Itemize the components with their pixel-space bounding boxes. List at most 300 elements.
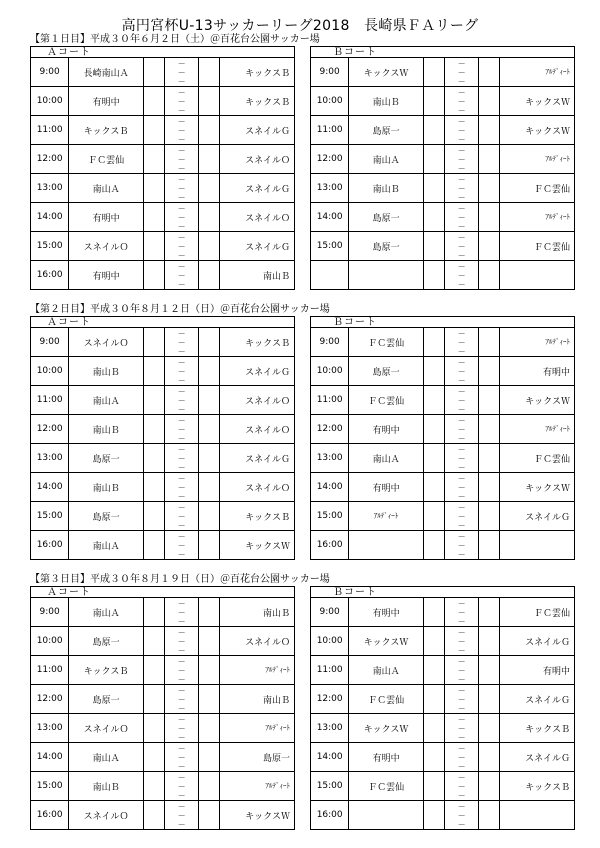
score-dash: － bbox=[177, 212, 186, 222]
score-dash: － bbox=[457, 703, 466, 713]
away-team: ｱﾙﾃﾞｨｰﾄ bbox=[500, 415, 575, 444]
away-score bbox=[479, 743, 500, 772]
score-separator bbox=[165, 502, 199, 531]
score-dash: － bbox=[177, 174, 186, 184]
home-team: 有明中 bbox=[349, 743, 424, 772]
home-team: 南山Ａ bbox=[69, 386, 144, 415]
home-team: スネイルＯ bbox=[69, 328, 144, 357]
score-separator bbox=[445, 174, 479, 203]
court-b-schedule bbox=[310, 316, 575, 576]
score-dash: － bbox=[177, 772, 186, 782]
score-separator bbox=[165, 627, 199, 656]
score-dash: － bbox=[457, 752, 466, 762]
away-team: ｱﾙﾃﾞｨｰﾄ bbox=[500, 203, 575, 232]
score-dash: － bbox=[177, 627, 186, 637]
score-separator bbox=[445, 87, 479, 116]
home-team: 有明中 bbox=[349, 473, 424, 502]
away-score bbox=[479, 203, 500, 232]
away-team: スネイルＧ bbox=[220, 232, 295, 261]
home-team: スネイルＯ bbox=[69, 714, 144, 743]
match-row bbox=[311, 232, 575, 261]
home-score bbox=[143, 415, 164, 444]
home-score bbox=[423, 58, 444, 87]
score-dash: － bbox=[457, 134, 466, 144]
score-separator bbox=[165, 328, 199, 357]
home-team: 有明中 bbox=[349, 415, 424, 444]
score-separator bbox=[445, 656, 479, 685]
away-team: 南山Ｂ bbox=[220, 685, 295, 714]
score-dash: － bbox=[457, 203, 466, 213]
home-score bbox=[143, 357, 164, 386]
match-row bbox=[311, 801, 575, 830]
score-dash: － bbox=[177, 665, 186, 675]
away-score bbox=[199, 598, 220, 627]
home-score bbox=[143, 203, 164, 232]
away-team: スネイルＧ bbox=[220, 116, 295, 145]
away-score bbox=[199, 145, 220, 174]
score-dash: － bbox=[457, 116, 466, 126]
matchday-block bbox=[30, 573, 575, 846]
matchday-block bbox=[30, 33, 575, 306]
score-dash: － bbox=[457, 386, 466, 396]
score-dash: － bbox=[457, 357, 466, 367]
home-score bbox=[423, 87, 444, 116]
score-dash: － bbox=[457, 598, 466, 608]
away-score bbox=[199, 801, 220, 830]
away-score bbox=[479, 444, 500, 473]
score-dash: － bbox=[457, 732, 466, 742]
away-score bbox=[199, 444, 220, 473]
score-separator bbox=[445, 386, 479, 415]
away-team: キックスＢ bbox=[220, 502, 295, 531]
match-row bbox=[311, 627, 575, 656]
score-dash: － bbox=[457, 261, 466, 271]
score-dash: － bbox=[177, 337, 186, 347]
home-team: キックスＢ bbox=[69, 656, 144, 685]
home-score bbox=[143, 174, 164, 203]
match-row bbox=[311, 357, 575, 386]
home-team: 長崎南山Ａ bbox=[69, 58, 144, 87]
score-dash: － bbox=[177, 656, 186, 666]
away-team: スネイルＧ bbox=[220, 357, 295, 386]
away-team: 有明中 bbox=[500, 357, 575, 386]
score-dash: － bbox=[457, 404, 466, 414]
score-dash: － bbox=[177, 810, 186, 820]
score-dash: － bbox=[177, 232, 186, 242]
away-score bbox=[479, 627, 500, 656]
score-dash: － bbox=[177, 375, 186, 385]
match-row bbox=[311, 685, 575, 714]
score-dash: － bbox=[457, 125, 466, 135]
home-score bbox=[423, 801, 444, 830]
score-separator bbox=[165, 531, 199, 560]
score-dash: － bbox=[457, 616, 466, 626]
score-dash: － bbox=[177, 163, 186, 173]
home-team: 南山Ａ bbox=[349, 444, 424, 473]
away-score bbox=[479, 772, 500, 801]
home-score bbox=[423, 444, 444, 473]
home-team: キックスＷ bbox=[349, 714, 424, 743]
score-dash: － bbox=[177, 511, 186, 521]
match-row bbox=[31, 627, 295, 656]
match-table bbox=[30, 57, 295, 290]
away-team: スネイルＯ bbox=[220, 415, 295, 444]
kickoff-time: 10:00 bbox=[311, 627, 349, 656]
away-score bbox=[199, 685, 220, 714]
courts bbox=[30, 316, 575, 576]
score-dash: － bbox=[457, 270, 466, 280]
score-dash: － bbox=[457, 723, 466, 733]
kickoff-time: 9:00 bbox=[31, 328, 69, 357]
away-team: ＦＣ雲仙 bbox=[500, 232, 575, 261]
kickoff-time: 11:00 bbox=[31, 386, 69, 415]
home-team: 南山Ｂ bbox=[349, 174, 424, 203]
home-team bbox=[349, 531, 424, 560]
home-score bbox=[143, 772, 164, 801]
home-team: 島原一 bbox=[69, 685, 144, 714]
kickoff-time: 13:00 bbox=[311, 444, 349, 473]
home-score bbox=[143, 743, 164, 772]
match-row bbox=[311, 714, 575, 743]
away-team: スネイルＯ bbox=[220, 145, 295, 174]
home-score bbox=[143, 261, 164, 290]
score-dash: － bbox=[457, 627, 466, 637]
kickoff-time: 11:00 bbox=[311, 116, 349, 145]
home-team: 南山Ａ bbox=[349, 145, 424, 174]
score-dash: － bbox=[177, 105, 186, 115]
score-dash: － bbox=[457, 540, 466, 550]
match-row bbox=[31, 116, 295, 145]
home-team: 南山Ａ bbox=[349, 656, 424, 685]
home-team: 南山Ｂ bbox=[349, 87, 424, 116]
score-dash: － bbox=[177, 645, 186, 655]
match-row bbox=[31, 203, 295, 232]
away-team: スネイルＧ bbox=[500, 502, 575, 531]
match-table bbox=[310, 57, 575, 290]
match-table bbox=[310, 597, 575, 830]
home-score bbox=[143, 444, 164, 473]
home-team: 島原一 bbox=[69, 444, 144, 473]
home-score bbox=[423, 116, 444, 145]
away-team: ｱﾙﾃﾞｨｰﾄ bbox=[500, 145, 575, 174]
away-score bbox=[479, 58, 500, 87]
away-score bbox=[199, 328, 220, 357]
score-dash: － bbox=[457, 415, 466, 425]
away-team: キックスＷ bbox=[500, 87, 575, 116]
score-separator bbox=[165, 772, 199, 801]
score-dash: － bbox=[177, 714, 186, 724]
match-row bbox=[311, 203, 575, 232]
score-dash: － bbox=[177, 453, 186, 463]
score-dash: － bbox=[177, 192, 186, 202]
score-dash: － bbox=[457, 192, 466, 202]
match-row bbox=[311, 328, 575, 357]
score-separator bbox=[165, 714, 199, 743]
score-dash: － bbox=[177, 819, 186, 829]
match-row bbox=[311, 743, 575, 772]
score-dash: － bbox=[457, 424, 466, 434]
score-dash: － bbox=[177, 801, 186, 811]
away-team: キックスＷ bbox=[500, 473, 575, 502]
score-dash: － bbox=[457, 694, 466, 704]
court-a-schedule bbox=[30, 586, 295, 846]
score-dash: － bbox=[177, 462, 186, 472]
match-row bbox=[31, 473, 295, 502]
score-dash: － bbox=[457, 375, 466, 385]
score-dash: － bbox=[457, 685, 466, 695]
score-dash: － bbox=[457, 491, 466, 501]
home-score bbox=[143, 627, 164, 656]
score-separator bbox=[445, 473, 479, 502]
score-dash: － bbox=[177, 540, 186, 550]
court-label: Ｂコート bbox=[310, 46, 575, 57]
score-separator bbox=[445, 627, 479, 656]
court-a-schedule bbox=[30, 316, 295, 576]
court-label: Ａコート bbox=[30, 46, 295, 57]
home-score bbox=[423, 357, 444, 386]
kickoff-time: 9:00 bbox=[311, 328, 349, 357]
match-row bbox=[31, 261, 295, 290]
kickoff-time: 9:00 bbox=[31, 58, 69, 87]
kickoff-time: 9:00 bbox=[31, 598, 69, 627]
kickoff-time: 12:00 bbox=[31, 685, 69, 714]
home-score bbox=[143, 328, 164, 357]
score-dash: － bbox=[177, 203, 186, 213]
score-separator bbox=[165, 58, 199, 87]
kickoff-time: 9:00 bbox=[311, 58, 349, 87]
score-dash: － bbox=[457, 674, 466, 684]
score-separator bbox=[445, 116, 479, 145]
away-team: スネイルＧ bbox=[500, 627, 575, 656]
score-separator bbox=[165, 386, 199, 415]
score-dash: － bbox=[177, 67, 186, 77]
kickoff-time: 15:00 bbox=[31, 772, 69, 801]
score-separator bbox=[445, 203, 479, 232]
kickoff-time: 10:00 bbox=[31, 87, 69, 116]
away-team: ＦＣ雲仙 bbox=[500, 444, 575, 473]
kickoff-time: 14:00 bbox=[31, 743, 69, 772]
score-dash: － bbox=[177, 386, 186, 396]
score-dash: － bbox=[177, 125, 186, 135]
matchday-header: 【第２日目】平成３０年８月１２日（日）＠百花台公園サッカー場 bbox=[30, 304, 330, 315]
court-a-schedule bbox=[30, 46, 295, 306]
home-score bbox=[423, 656, 444, 685]
score-dash: － bbox=[177, 250, 186, 260]
score-dash: － bbox=[457, 183, 466, 193]
score-dash: － bbox=[177, 270, 186, 280]
match-row bbox=[311, 174, 575, 203]
away-team: ｱﾙﾃﾞｨｰﾄ bbox=[500, 328, 575, 357]
home-team: 南山Ｂ bbox=[69, 772, 144, 801]
score-dash: － bbox=[177, 531, 186, 541]
score-dash: － bbox=[457, 819, 466, 829]
home-team: 南山Ｂ bbox=[69, 415, 144, 444]
away-score bbox=[199, 743, 220, 772]
kickoff-time bbox=[311, 261, 349, 290]
away-score bbox=[479, 502, 500, 531]
score-dash: － bbox=[457, 241, 466, 251]
away-team: ｱﾙﾃﾞｨｰﾄ bbox=[220, 714, 295, 743]
away-score bbox=[479, 531, 500, 560]
home-score bbox=[143, 531, 164, 560]
away-score bbox=[479, 386, 500, 415]
match-row bbox=[31, 328, 295, 357]
score-dash: － bbox=[177, 694, 186, 704]
score-dash: － bbox=[457, 636, 466, 646]
score-dash: － bbox=[177, 76, 186, 86]
match-row bbox=[311, 473, 575, 502]
score-separator bbox=[445, 743, 479, 772]
kickoff-time: 13:00 bbox=[31, 444, 69, 473]
away-score bbox=[199, 502, 220, 531]
kickoff-time: 10:00 bbox=[311, 357, 349, 386]
match-row bbox=[31, 145, 295, 174]
away-score bbox=[199, 58, 220, 87]
score-separator bbox=[165, 261, 199, 290]
score-separator bbox=[445, 58, 479, 87]
away-score bbox=[199, 116, 220, 145]
home-team: 有明中 bbox=[69, 261, 144, 290]
away-score bbox=[199, 386, 220, 415]
match-row bbox=[31, 531, 295, 560]
score-dash: － bbox=[177, 674, 186, 684]
score-dash: － bbox=[177, 261, 186, 271]
home-score bbox=[143, 87, 164, 116]
home-score bbox=[423, 145, 444, 174]
kickoff-time: 14:00 bbox=[311, 743, 349, 772]
kickoff-time: 10:00 bbox=[31, 357, 69, 386]
home-score bbox=[423, 415, 444, 444]
score-separator bbox=[165, 656, 199, 685]
match-table bbox=[310, 327, 575, 560]
score-separator bbox=[445, 598, 479, 627]
score-separator bbox=[165, 232, 199, 261]
score-dash: － bbox=[177, 116, 186, 126]
home-score bbox=[143, 685, 164, 714]
match-row bbox=[311, 386, 575, 415]
away-score bbox=[479, 357, 500, 386]
score-dash: － bbox=[177, 183, 186, 193]
match-row bbox=[31, 598, 295, 627]
score-separator bbox=[445, 685, 479, 714]
home-team: スネイルＯ bbox=[69, 232, 144, 261]
home-team bbox=[349, 261, 424, 290]
home-score bbox=[423, 174, 444, 203]
match-row bbox=[31, 444, 295, 473]
kickoff-time: 15:00 bbox=[311, 502, 349, 531]
away-score bbox=[479, 801, 500, 830]
match-row bbox=[311, 261, 575, 290]
home-team: キックスＢ bbox=[69, 116, 144, 145]
home-score bbox=[423, 328, 444, 357]
away-team: キックスＢ bbox=[500, 714, 575, 743]
home-score bbox=[143, 145, 164, 174]
away-team: スネイルＯ bbox=[220, 203, 295, 232]
kickoff-time: 11:00 bbox=[31, 656, 69, 685]
score-dash: － bbox=[457, 346, 466, 356]
score-dash: － bbox=[177, 279, 186, 289]
home-score bbox=[423, 598, 444, 627]
home-score bbox=[423, 531, 444, 560]
score-dash: － bbox=[457, 76, 466, 86]
home-team: ＦＣ雲仙 bbox=[349, 772, 424, 801]
score-separator bbox=[445, 772, 479, 801]
away-team bbox=[500, 261, 575, 290]
away-team: スネイルＯ bbox=[220, 386, 295, 415]
score-dash: － bbox=[177, 424, 186, 434]
home-score bbox=[143, 598, 164, 627]
home-team: ｱﾙﾃﾞｨｰﾄ bbox=[349, 502, 424, 531]
score-dash: － bbox=[457, 781, 466, 791]
away-score bbox=[479, 87, 500, 116]
home-score bbox=[423, 232, 444, 261]
score-separator bbox=[165, 444, 199, 473]
score-dash: － bbox=[457, 801, 466, 811]
score-dash: － bbox=[177, 598, 186, 608]
match-row bbox=[311, 116, 575, 145]
score-dash: － bbox=[457, 232, 466, 242]
away-score bbox=[199, 232, 220, 261]
score-dash: － bbox=[177, 790, 186, 800]
score-dash: － bbox=[177, 761, 186, 771]
score-separator bbox=[445, 415, 479, 444]
score-dash: － bbox=[177, 616, 186, 626]
score-dash: － bbox=[457, 743, 466, 753]
score-separator bbox=[445, 714, 479, 743]
away-score bbox=[479, 473, 500, 502]
away-score bbox=[199, 656, 220, 685]
away-score bbox=[199, 357, 220, 386]
home-score bbox=[143, 116, 164, 145]
home-team: 島原一 bbox=[349, 116, 424, 145]
away-score bbox=[199, 174, 220, 203]
away-team bbox=[500, 531, 575, 560]
match-row bbox=[311, 444, 575, 473]
score-dash: － bbox=[177, 752, 186, 762]
court-b-schedule bbox=[310, 46, 575, 306]
score-dash: － bbox=[457, 714, 466, 724]
away-team: ｱﾙﾃﾞｨｰﾄ bbox=[220, 656, 295, 685]
score-dash: － bbox=[457, 482, 466, 492]
courts bbox=[30, 586, 575, 846]
away-team: ＦＣ雲仙 bbox=[500, 174, 575, 203]
score-dash: － bbox=[457, 462, 466, 472]
matchday-header: 【第１日目】平成３０年６月２日（土）＠百花台公園サッカー場 bbox=[30, 34, 320, 45]
score-separator bbox=[165, 87, 199, 116]
kickoff-time: 16:00 bbox=[311, 531, 349, 560]
kickoff-time: 15:00 bbox=[31, 232, 69, 261]
away-score bbox=[199, 87, 220, 116]
score-separator bbox=[165, 415, 199, 444]
home-team: 島原一 bbox=[349, 232, 424, 261]
score-dash: － bbox=[457, 67, 466, 77]
away-score bbox=[199, 714, 220, 743]
kickoff-time: 13:00 bbox=[311, 174, 349, 203]
match-row bbox=[31, 714, 295, 743]
match-row bbox=[311, 58, 575, 87]
kickoff-time: 16:00 bbox=[31, 801, 69, 830]
match-row bbox=[31, 386, 295, 415]
home-team: ＦＣ雲仙 bbox=[349, 328, 424, 357]
score-dash: － bbox=[177, 87, 186, 97]
kickoff-time: 10:00 bbox=[311, 87, 349, 116]
away-score bbox=[199, 203, 220, 232]
score-dash: － bbox=[457, 433, 466, 443]
score-separator bbox=[165, 203, 199, 232]
home-team bbox=[349, 801, 424, 830]
home-score bbox=[423, 772, 444, 801]
score-dash: － bbox=[177, 328, 186, 338]
